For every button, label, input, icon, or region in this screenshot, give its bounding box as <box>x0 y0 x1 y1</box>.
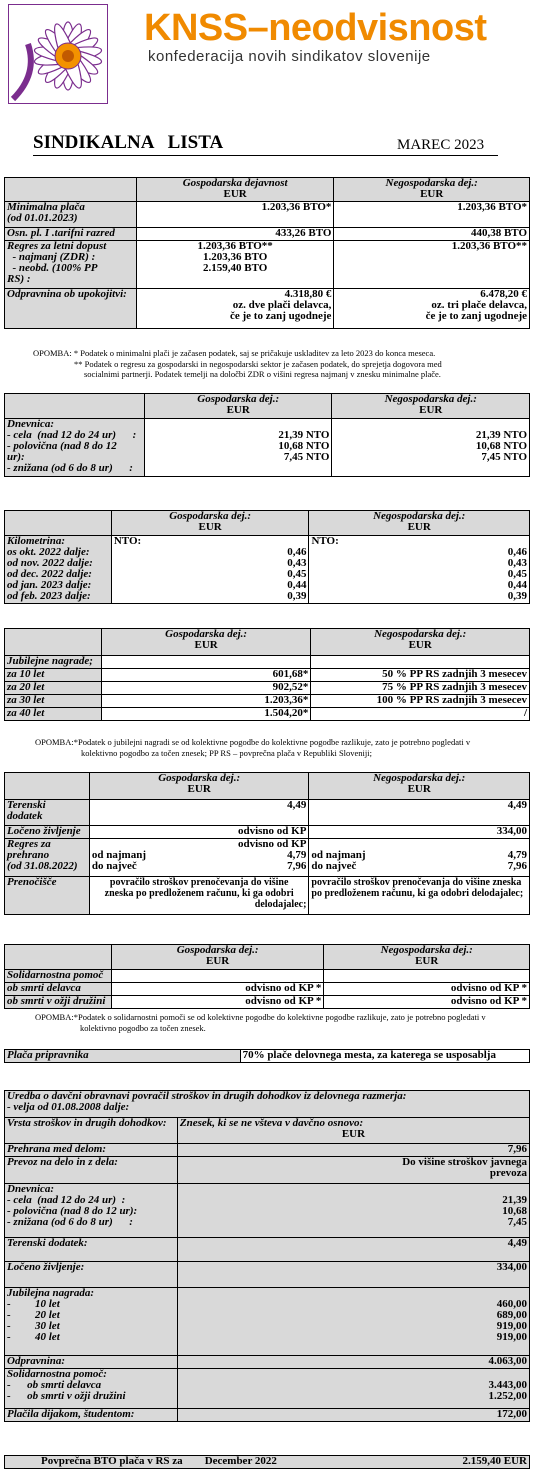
daisy-logo-icon <box>8 4 108 104</box>
tax-regulation-table: Uredba o davčni obravnavi povračil stroškov in drugih dohodkov iz delovnega razmerja: - velja od 01.08.2008 dalje: Vrsta stroškov in drugih dohodkov: Znesek, ki se ne všteva v davčno osnovo: EUR Prehrana med delom: 7,96 Prevoz na delo in z dela: Do višine stroškov javnega prevoza Dnevnica: - cela (nad 12 do 24 ur) : - polovična (nad 8 do 12 ur): - znižana (od 6 do 8 ur) : 21,39 10,68 7,45 Terenski dodatek: 4,49 Ločeno življenje: 334,00 Jubilejna nagrada: - 10 let - 20 let - 30 let - 40 let 460,00 689,00 919,00 919,00 Odpravnina: 4.063,00 Solidarnostna pomoč: - ob smrti delavca - ob smrti v ožji družini 3.443,00 1.252,00 Plačila dijakom, študentom: 172,00 <box>4 1090 530 1422</box>
min-wage-gosp: 1.203,36 BTO* <box>136 202 334 228</box>
page-title: SINDIKALNA LISTA <box>33 132 224 153</box>
per-diem-table: Gospodarska dej.: EUR Negospodarska dej.: EUR Dnevnica: - cela (nad 12 do 24 ur) : - polovična (nad 8 do 12 ur): - znižana (od 6 do 8 ur) : 21,39 NTO 10,68 NTO 7,45 NTO 21,39 NTO 10,68 NTO 7,45 NTO <box>4 393 530 477</box>
logo <box>8 4 533 104</box>
brand-name: KNSS–neodvisnost <box>144 7 487 49</box>
trainee-table: Plača pripravnika 70% plače delovnega mesta, za katerega se usposablja <box>4 1049 530 1063</box>
note-3: OPOMBA:*Podatek o solidarnostni pomoči se od kolektivne pogodbe do kolektivne pogodbe razlikuje, zato je potrebno pogledati v kolektivno pogodbo za točen znesek. <box>35 1012 486 1033</box>
solidarity-table: Gospodarska dej.: EUR Negospodarska dej.: EUR Solidarnostna pomoč ob smrti delavca odvisno od KP * odvisno od KP * ob smrti v ožji družini odvisno od KP * odvisno od KP * <box>4 944 530 1009</box>
page-date: MAREC 2023 <box>397 137 485 153</box>
average-salary-table: Povprečna BTO plača v RS za December 2022 2.159,40 EUR <box>4 1455 530 1469</box>
salary-table: Gospodarska dejavnost EUR Negospodarska dej.: EUR Minimalna plača (od 01.01.2023) 1.203,36 BTO* 1.203,36 BTO* Osn. pl. I .tarifni razred 433,26 BTO 440,38 BTO Regres za letni dopust - najmanj (ZDR) : - neobd. (100% PP RS) : 1.203,36 BTO** 1.203,36 BTO 2.159,40 BTO 1.203,36 BTO** Odpravnina ob upokojitvi: 4.318,80 € oz. dve plači delavca, če je to zanj ugodneje 6.478,20 € oz. tri plače delavca, če je to zanj ugodneje <box>4 177 530 329</box>
mileage-table: Gospodarska dej.: EUR Negospodarska dej.: EUR Kilometrina: os okt. 2022 dalje: od nov. 2022 dalje: od dec. 2022 dalje: od jan. 2023 dalje: od feb. 2023 dalje: NTO: 0,46 0,43 0,45 0,44 0,39 NTO: 0,46 0,43 0,45 0,44 0,39 <box>4 510 530 604</box>
allowances-table: Gospodarska dej.: EUR Negospodarska dej.: EUR Terenski dodatek 4,49 4,49 Ločeno življenje odvisno od KP 334,00 Regres za prehrano (od 31.08.2022) odvisno od KP od najmanj 4,79 do največ 7,96 od najmanj 4,79 do največ 7,96 Prenočišče povračilo stroškov prenočevanja do višine zneska po predloženem računu, ki ga odobri delodajalec; povračilo stroškov prenočevanja do višine zneska po predloženem računu, ki ga odobri delodajalec; <box>4 772 530 915</box>
brand-subtitle: konfederacija novih sindikatov slovenije <box>148 48 431 65</box>
jubilee-table: Gospodarska dej.: EUR Negospodarska dej.: EUR Jubilejne nagrade; za 10 let 601,68* 50 % PP RS zadnjih 3 mesecev za 20 let 902,52* 75 % PP RS zadnjih 3 mesecev za 30 let 1.203,36* 100 % PP RS zadnjih 3 mesecev za 40 let 1.504,20* / <box>4 628 530 721</box>
header-rule <box>33 155 498 156</box>
note-1: OPOMBA: * Podatek o minimalni plači je začasen podatek, saj se pričakuje uskladitev za leto 2023 do konca meseca. ** Podatek o regresu za gospodarski in negospodarski sektor je začasen podatek, do sprejetja dogovora med socialnimi partnerji. Podatek temelji na določbi ZDR o višini regresa najmanj v znesku minimalne plače. <box>33 348 442 379</box>
note-2: OPOMBA:*Podatek o jubilejni nagradi se od kolektivne pogodbe do kolektivne pogodbe razlikuje, zato je potrebno pogledati v kolektivno pogodbo za točen znesek; PP RS – povprečna plača v Republiki Sloveniji; <box>35 737 471 758</box>
min-wage-negosp: 1.203,36 BTO* <box>334 202 530 228</box>
